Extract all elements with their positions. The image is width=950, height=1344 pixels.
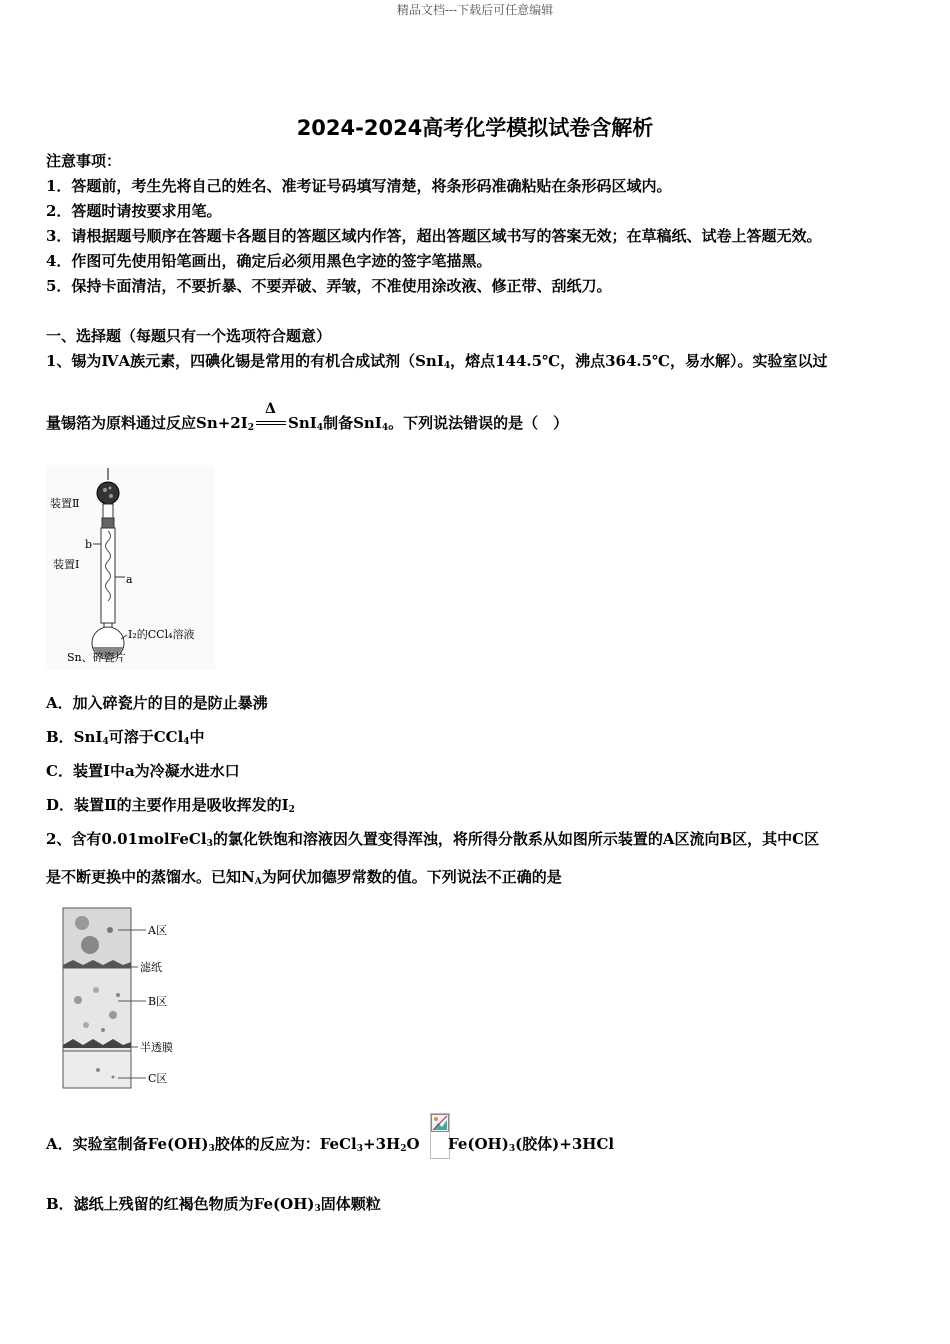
label-sn: Sn、碎瓷片 — [67, 651, 126, 664]
apparatus-figure — [45, 465, 215, 670]
label-zone-b: B区 — [148, 995, 168, 1008]
label-membrane: 半透膜 — [140, 1041, 173, 1054]
page-header: 精品文档---下载后可任意编辑 — [396, 3, 554, 17]
q1-option-c: C．装置Ⅰ中a为冷凝水进水口 — [46, 762, 240, 780]
label-b: b — [85, 538, 93, 551]
label-filter-paper: 滤纸 — [140, 961, 162, 974]
q2-stem-line1: 2、含有0.01molFeCl$_3$的氯化铁饱和溶液因久置变得浑浊，将所得分散系从如图所示装置的A区流向B区，其中C区 — [46, 830, 820, 849]
section-heading: 一、选择题（每题只有一个选项符合题意） — [46, 327, 332, 345]
heating-equals-sign: Δ — [256, 417, 286, 431]
notice-item-3: 3．请根据题号顺序在答题卡各题目的答题区域内作答，超出答题区域书写的答案无效；在草稿纸、试卷上答题无效。 — [46, 227, 822, 245]
dialysis-figure — [58, 905, 188, 1095]
label-device-1: 装置Ⅰ — [53, 558, 80, 571]
q1-option-d: D．装置Ⅱ的主要作用是吸收挥发的$I_2$ — [46, 796, 295, 815]
q1-option-b: B．SnI$_4$可溶于CCl$_4$中 — [46, 728, 205, 747]
q2-option-a: A．实验室制备$Fe(OH)_3$胶体的反应为：$FeCl_3+3H_2O$ — [46, 1135, 420, 1154]
notice-item-1: 1．答题前，考生先将自己的姓名、准考证号码填写清楚，将条形码准确粘贴在条形码区域内。 — [46, 177, 672, 195]
q2-option-b: B．滤纸上残留的红褐色物质为$Fe(OH)_3$固体颗粒 — [46, 1195, 381, 1214]
label-solution: I₂的CCl₄溶液 — [128, 628, 195, 641]
label-zone-c: C区 — [148, 1072, 168, 1085]
page-title: 2024-2024高考化学模拟试卷含解析 — [296, 116, 654, 140]
notice-item-2: 2．答题时请按要求用笔。 — [46, 202, 222, 220]
q1-stem-line1: 1、锡为ⅣA族元素，四碘化锡是常用的有机合成试剂（SnI$_4$，熔点144.5℃，沸点364.5℃，易水解）。实验室以过 — [46, 352, 828, 371]
notice-item-5: 5．保持卡面清洁，不要折暴、不要弄破、弄皱，不准使用涂改液、修正带、刮纸刀。 — [46, 277, 612, 295]
q2-stem-line2: 是不断更换中的蒸馏水。已知$N_A$为阿伏加德罗常数的值。下列说法不正确的是 — [46, 868, 562, 887]
q1-option-a: A．加入碎瓷片的目的是防止暴沸 — [46, 694, 268, 712]
notice-item-4: 4．作图可先使用铅笔画出，确定后必须用黑色字迹的签字笔描黑。 — [46, 252, 492, 270]
q2-option-a-product: $Fe(OH)_3$(胶体)+3HCl — [448, 1135, 615, 1154]
label-device-2: 装置Ⅱ — [50, 497, 80, 510]
q1-stem-line2: 量锡箔为原料通过反应$Sn+2I_2$ Δ SnI$_4$制备SnI$_4$。下列说法错误的是（ ） — [46, 401, 569, 433]
broken-image-icon — [430, 1113, 450, 1159]
label-a: a — [126, 573, 133, 586]
label-zone-a: A区 — [148, 924, 167, 937]
notice-heading: 注意事项： — [46, 152, 122, 170]
